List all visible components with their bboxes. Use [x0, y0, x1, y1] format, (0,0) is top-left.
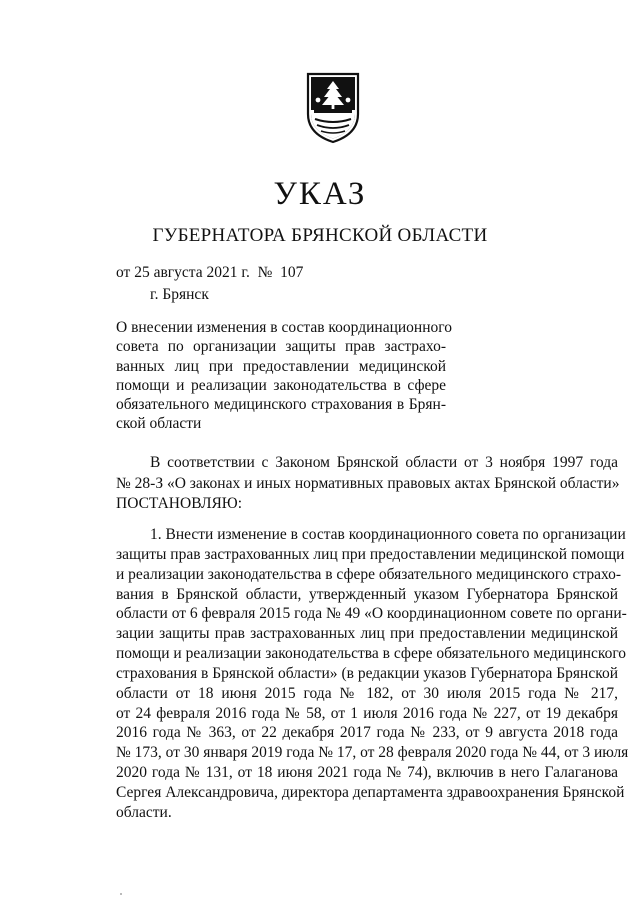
scan-speck	[120, 893, 122, 895]
subject-line: ской области	[116, 415, 202, 433]
subject-line: совета по организации защиты прав застрахо-	[116, 338, 446, 356]
item-1-line: области от 18 июня 2015 года № 182, от 30 июля 2015 года № 217,	[116, 684, 618, 702]
item-1-line: страхования в Брянской области» (в редакции указов Губернатора Брянской	[116, 664, 618, 682]
item-1-line: защиты прав застрахованных лиц при предоставлении медицинской помощи	[116, 545, 625, 563]
subject-line: обязательного медицинского страхования в Брян-	[116, 396, 446, 414]
item-1-line: 1. Внести изменение в состав координационного совета по организации	[150, 526, 626, 543]
preamble-line: ПОСТАНОВЛЯЮ:	[116, 495, 243, 512]
item-1-line: № 173, от 30 января 2019 года № 17, от 28 февраля 2020 года № 44, от 3 июля	[116, 744, 629, 762]
item-1-line: зации защиты прав застрахованных лиц при предоставлении медицинской	[116, 625, 618, 643]
document-subtitle: ГУБЕРНАТОРА БРЯНСКОЙ ОБЛАСТИ	[152, 225, 488, 246]
document-title: УКАЗ	[273, 176, 367, 212]
item-1-line: и реализации законодательства в сфере обязательного медицинского страхо-	[116, 565, 622, 583]
item-1-line: Сергея Александровича, директора департамента здравоохранения Брянской	[116, 783, 625, 801]
document-subject	[116, 318, 452, 434]
subject-line: О внесении изменения в состав координационного	[116, 319, 452, 336]
item-1-line: от 24 февраля 2016 года № 58, от 1 июля 2016 года № 227, от 19 декабря	[116, 704, 618, 722]
item-1-line: области от 6 февраля 2015 года № 49 «О координационном совете по органи-	[116, 605, 627, 623]
item-1-line: области.	[116, 803, 172, 821]
preamble-paragraph	[116, 453, 618, 515]
preamble-line: № 28-З «О законах и иных нормативных правовых актах Брянской области»	[116, 474, 620, 492]
subject-line: помощи и реализации законодательства в сфере	[116, 376, 446, 394]
item-1-line: 2016 года № 363, от 22 декабря 2017 года № 233, от 9 августа 2018 года	[116, 724, 618, 742]
item-1-paragraph	[116, 525, 629, 823]
item-1-line: 2020 года № 131, от 18 июня 2021 года № 74), включив в него Галаганова	[116, 764, 618, 782]
document-city: г. Брянск	[150, 286, 209, 303]
preamble-line: В соответствии с Законом Брянской области от 3 ноября 1997 года	[150, 454, 618, 471]
subject-line: ванных лиц при предоставлении медицинской	[116, 357, 446, 375]
coat-of-arms-emblem	[304, 70, 362, 146]
item-1-line: вания в Брянской области, утвержденный указом Губернатора Брянской	[116, 585, 618, 603]
item-1-line: помощи и реализации законодательства в сфере обязательного медицинского	[116, 645, 627, 663]
document-date-number: от 25 августа 2021 г. № 107	[116, 264, 304, 281]
